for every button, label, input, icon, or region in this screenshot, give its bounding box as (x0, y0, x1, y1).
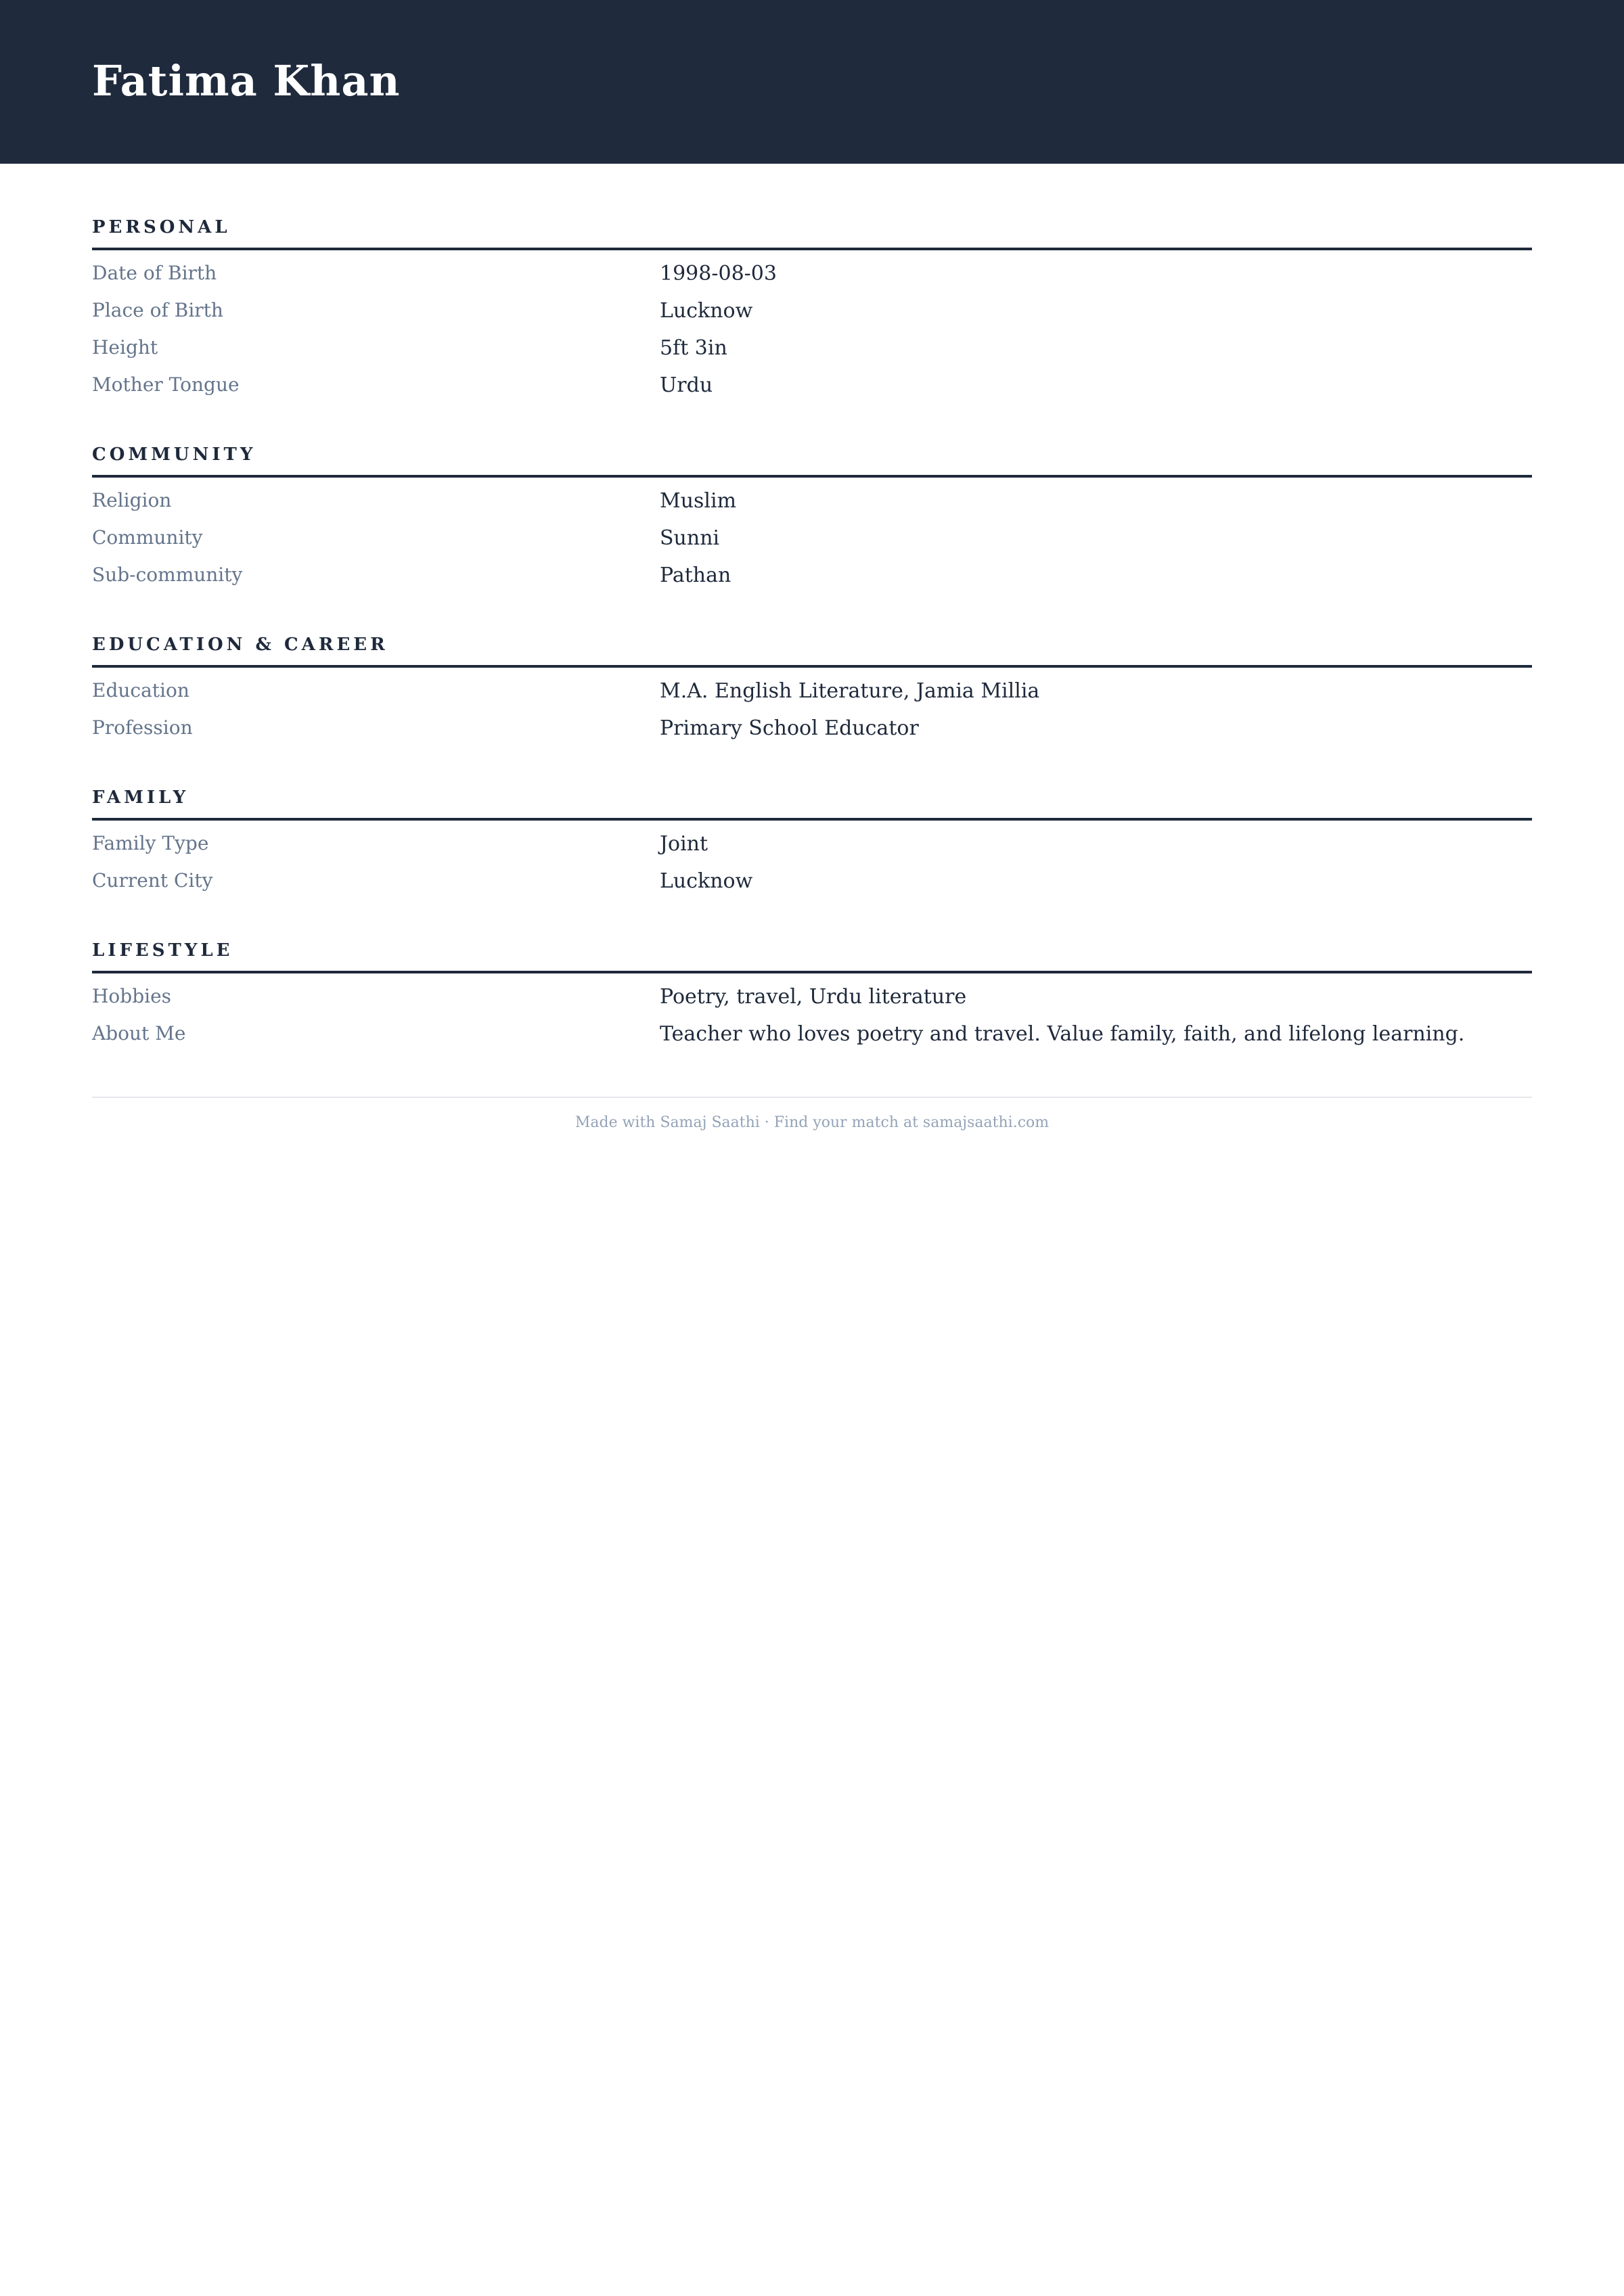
detail-label: Family Type (92, 832, 209, 854)
section-rows-personal (92, 250, 1532, 409)
profile-footer (92, 1097, 1532, 1133)
detail-label: Current City (92, 869, 213, 892)
detail-label: About Me (92, 1022, 186, 1044)
detail-value: Teacher who loves poetry and travel. Value family, faith, and lifelong learning. (660, 1022, 1465, 1046)
detail-row-education (92, 677, 1532, 714)
section-rows-family (92, 821, 1532, 904)
detail-label: Date of Birth (92, 262, 217, 284)
detail-label: Religion (92, 489, 172, 511)
section-rows-lifestyle (92, 973, 1532, 1057)
detail-label: Community (92, 526, 203, 549)
detail-row-place-of-birth (92, 297, 1532, 334)
detail-label: Sub-community (92, 564, 243, 586)
detail-row-hobbies (92, 983, 1532, 1020)
section-rows-community (92, 478, 1532, 599)
detail-value: Poetry, travel, Urdu literature (660, 985, 967, 1009)
section-title-family: FAMILY (92, 784, 1532, 821)
detail-row-religion (92, 487, 1532, 524)
detail-row-sub-community (92, 561, 1532, 599)
section-title-lifestyle: LIFESTYLE (92, 937, 1532, 973)
detail-row-height (92, 334, 1532, 371)
detail-value: Primary School Educator (660, 716, 919, 740)
detail-value: 5ft 3in (660, 336, 727, 360)
footer-text: Made with Samaj Saathi · Find your match at samajsaathi.com (574, 1114, 1050, 1131)
detail-label: Education (92, 679, 189, 702)
section-title-personal: PERSONAL (92, 214, 1532, 250)
detail-row-community (92, 524, 1532, 561)
detail-value: Lucknow (660, 869, 753, 893)
detail-label: Hobbies (92, 985, 172, 1007)
detail-value: M.A. English Literature, Jamia Millia (660, 679, 1040, 703)
profile-header (0, 0, 1624, 164)
section-education-career (92, 631, 1532, 752)
detail-row-mother-tongue (92, 371, 1532, 409)
detail-value: Joint (660, 832, 708, 856)
detail-value: Pathan (660, 564, 731, 587)
detail-value: Muslim (660, 489, 737, 513)
detail-value: Lucknow (660, 299, 753, 323)
section-personal (92, 214, 1532, 409)
detail-value: Sunni (660, 526, 720, 550)
detail-label: Place of Birth (92, 299, 223, 321)
detail-label: Profession (92, 716, 193, 739)
detail-label: Mother Tongue (92, 373, 240, 396)
detail-row-about-me (92, 1020, 1532, 1057)
section-family (92, 784, 1532, 904)
detail-row-family-type (92, 830, 1532, 867)
detail-row-profession (92, 714, 1532, 752)
section-title-community: COMMUNITY (92, 441, 1532, 478)
section-rows-education-career (92, 668, 1532, 752)
detail-value: 1998-08-03 (660, 262, 777, 285)
detail-label: Height (92, 336, 158, 359)
section-title-education-career: EDUCATION & CAREER (92, 631, 1532, 668)
profile-name: Fatima Khan (92, 56, 401, 106)
detail-row-date-of-birth (92, 260, 1532, 297)
detail-row-current-city (92, 867, 1532, 904)
detail-value: Urdu (660, 373, 713, 397)
section-community (92, 441, 1532, 599)
section-lifestyle (92, 937, 1532, 1057)
profile-content (92, 214, 1532, 1133)
